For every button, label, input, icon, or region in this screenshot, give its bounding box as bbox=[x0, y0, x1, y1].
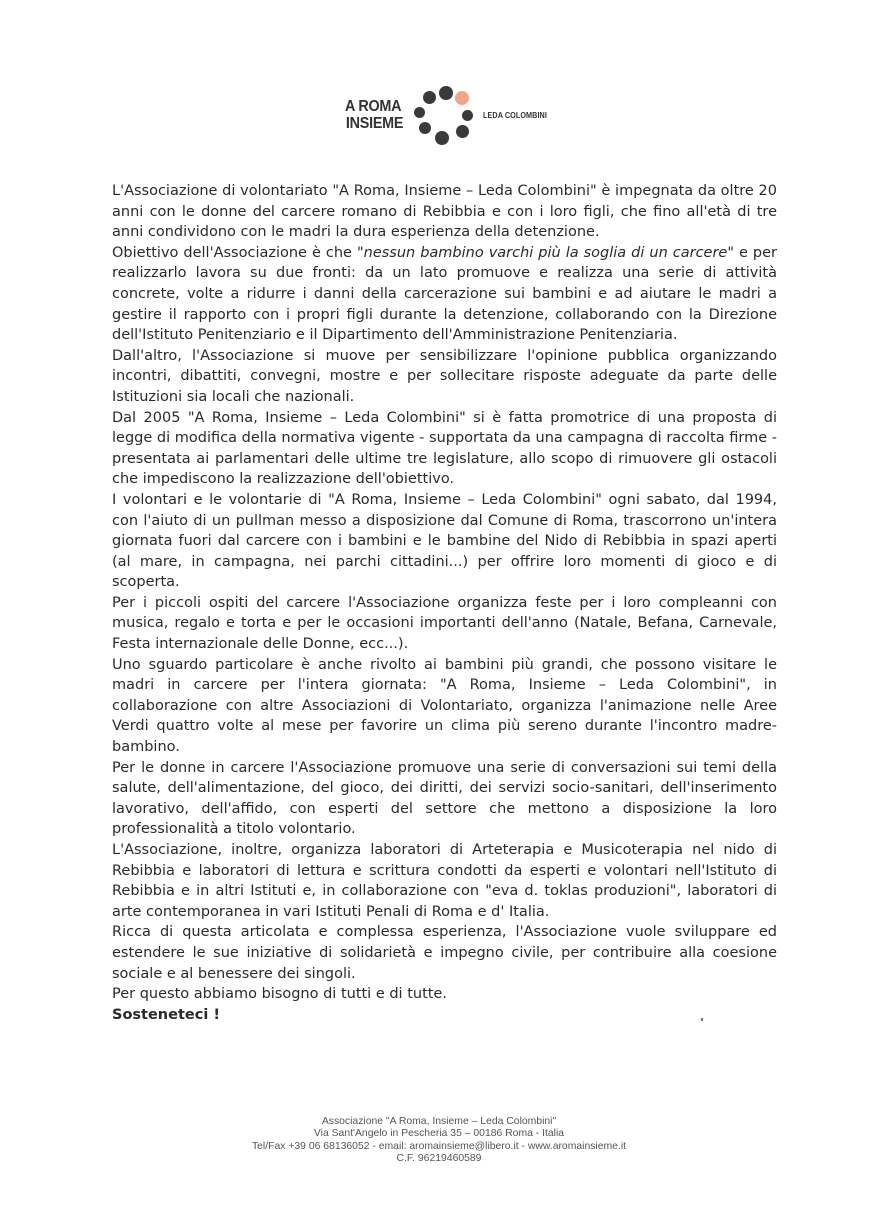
footer-tax-code: C.F. 96219460589 bbox=[396, 1153, 482, 1165]
logo-dot bbox=[462, 110, 473, 121]
objective-rest: e per realizzarlo lavora su due fronti: da un lato promuove e realizza una serie di attività concrete, volte a ridurre i danni della carcerazione sui bambini e ad aiutare le madri a gestire il rapporto con i propri figli durante la detenzione, collaborando con la Direzione dell'Istituto Penitenziario e il Dipartimento dell'Amministrazione Penitenziaria. bbox=[112, 244, 778, 344]
logo-line-1: A ROMA bbox=[345, 98, 402, 115]
paragraph-awareness: Dall'altro, l'Associazione si muove per sensibilizzare l'opinione pubblica organizzando incontri, dibattiti, convegni, mostre e per sollecitare risposte adeguate da parte delle Istituzioni sia locali che nazionali. bbox=[112, 347, 777, 405]
paragraph-saturdays: I volontari e le volontarie di "A Roma, Insieme – Leda Colombini" ogni sabato, dal 1994, con l'aiuto di un pullman messo a disposizione dal Comune di Roma, trascorrono un'intera giornata fuori dal carcere con i bambini e le bambine del Nido di Rebibbia in spazi aperti (al mare, in campagna, nei parchi cittadini...) per offrire loro momenti di gioco e di scoperta. bbox=[112, 491, 777, 591]
paragraph-law-proposal: Dal 2005 "A Roma, Insieme – Leda Colombini" si è fatta promotrice di una proposta di legge di modifica della normativa vigente - supportata da una campagna di raccolta firme - presentata ai parlamentari delle ultime tre legislature, allo scopo di rimuovere gli ostacoli che impediscono la realizzazione dell'obiettivo. bbox=[112, 409, 777, 488]
logo-dot bbox=[423, 91, 436, 104]
paragraph-experience: Ricca di questa articolata e complessa esperienza, l'Associazione vuole sviluppare ed estendere le sue iniziative di solidarietà e impegno civile, per contribuire alla coesione sociale e al benessere dei singoli. bbox=[112, 924, 777, 982]
scan-speck bbox=[701, 1018, 703, 1021]
logo-subtitle: LEDA COLOMBINI bbox=[483, 110, 547, 120]
logo-wordmark bbox=[345, 98, 403, 132]
paragraph-older-children: Uno sguardo particolare è anche rivolto ai bambini più grandi, che possono visitare le madri in carcere per l'intera giornata: "A Roma, Insieme – Leda Colombini", in collaborazione con altre Associazioni di Volontariato, organizza l'animazione nelle Aree Verdi quattro volte al mese per favorire un clima più sereno durante l'incontro madre-bambino. bbox=[112, 656, 777, 756]
footer-association-name: Associazione "A Roma, Insieme – Leda Colombini" bbox=[321, 1116, 557, 1127]
logo-circles-icon bbox=[409, 86, 479, 148]
logo-dot bbox=[419, 122, 431, 134]
logo-dot bbox=[456, 125, 469, 138]
paragraph-need: Per questo abbiamo bisogno di tutti e di tutte. bbox=[112, 986, 447, 1003]
paragraph-objective bbox=[112, 243, 777, 346]
closing-call: Sosteneteci ! bbox=[112, 1006, 220, 1023]
objective-lead: Obiettivo dell'Associazione è che bbox=[112, 244, 357, 261]
logo-dot bbox=[439, 86, 453, 100]
association-logo bbox=[345, 86, 565, 148]
logo-dot bbox=[414, 107, 425, 118]
logo-dot-accent bbox=[455, 91, 469, 105]
footer-phone-email-web: Tel/Fax +39 06 68136052 - email: aromainsieme@libero.it - www.aromainsieme.it bbox=[251, 1140, 627, 1152]
paragraph-intro: L'Associazione di volontariato "A Roma, Insieme – Leda Colombini" è impegnata da oltre 20 anni con le donne del carcere romano di Rebibbia e con i loro figli, che fino all'età di tre anni condividono con le madri la dura esperienza della detenzione. bbox=[112, 183, 777, 241]
footer-address: Via Sant'Angelo in Pescheria 35 – 00186 Roma - Italia bbox=[313, 1128, 565, 1140]
paragraph-workshops: L'Associazione, inoltre, organizza laboratori di Arteterapia e Musicoterapia nel nido di Rebibbia e laboratori di lettura e scrittura condotti da esperti e volontari nell'Istituto di Rebibbia e in altri Istituti e, in collaborazione con "eva d. toklas produzioni", laboratori di arte contemporanea in vari Istituti Penali di Roma e d' Italia. bbox=[112, 842, 777, 920]
objective-quote: "nessun bambino varchi più la soglia di un carcere" bbox=[356, 244, 735, 261]
logo-line-2: INSIEME bbox=[345, 115, 404, 132]
footer-contact bbox=[200, 1116, 678, 1166]
logo-dot bbox=[435, 131, 449, 145]
paragraph-parties: Per i piccoli ospiti del carcere l'Associazione organizza feste per i loro compleanni con musica, regalo e torta e per le occasioni importanti dell'anno (Natale, Befana, Carnevale, Festa internazionale delle Donne, ecc...). bbox=[112, 594, 777, 653]
letter-body bbox=[112, 181, 777, 1025]
paragraph-women-conversations: Per le donne in carcere l'Associazione promuove una serie di conversazioni sui temi della salute, dell'alimentazione, del gioco, dei diritti, dei servizi socio-sanitari, dell'inserimento lavorativo, dell'affido, con esperti del settore che mettono a disposizione la loro professionalità a titolo volontario. bbox=[112, 759, 777, 838]
